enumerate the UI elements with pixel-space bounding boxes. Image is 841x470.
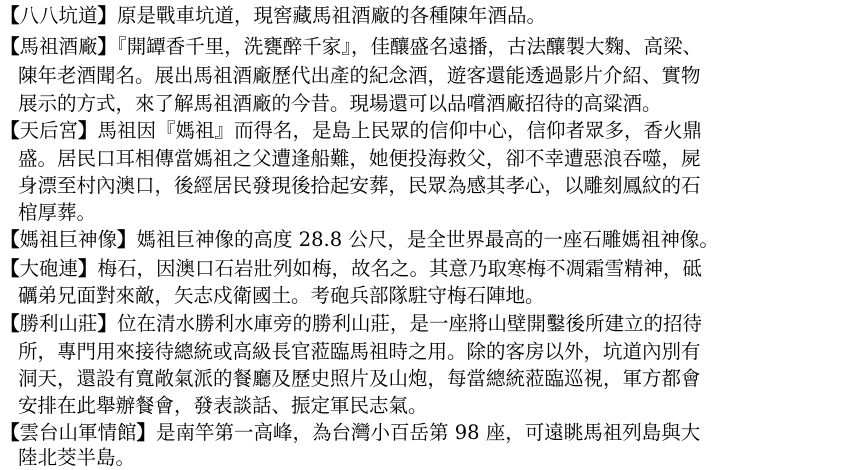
entry-tag: 馬祖酒廠 <box>19 35 98 58</box>
entry-heading-line <box>0 119 702 143</box>
entry-text: 位在清水勝利水庫旁的勝利山莊，是一座將山壁開鑿後所建立的招待 <box>117 312 703 335</box>
bracket-close: 】 <box>97 35 118 58</box>
entry-continuation-line: 棺厚葬。 <box>18 201 97 224</box>
entry-continuation-line: 安排在此舉辦餐會，發表談話、振定軍民志氣。 <box>18 394 428 417</box>
entry-text: 馬祖因『媽祖』而得名，是島上民眾的信仰中心，信仰者眾多，香火鼎 <box>97 119 703 142</box>
entry-continuation-line: 洞天，還設有寬敞氣派的餐廳及歷史照片及山炮，每當總統蒞臨巡視，軍方都會 <box>18 367 701 390</box>
entry-text: 是南竿第一高峰，為台灣小百岳第 98 座，可遠眺馬祖列島與大 <box>156 421 701 444</box>
entry-heading-line <box>0 312 702 336</box>
entry-continuation-line: 展示的方式，來了解馬祖酒廠的今昔。現場還可以品嚐酒廠招待的高粱酒。 <box>18 92 662 115</box>
bracket-close: 】 <box>97 4 118 27</box>
bracket-close: 】 <box>78 257 98 280</box>
entry-heading-line <box>0 35 702 59</box>
bracket-open: 【 <box>0 312 20 335</box>
entry-continuation-line: 盛。居民口耳相傳當媽祖之父遭逢船難，她便投海救父，卻不幸遭惡浪吞噬，屍 <box>18 147 701 170</box>
entry-heading-line <box>0 4 546 28</box>
entry-text: 媽祖巨神像的高度 28.8 公尺，是全世界最高的一座石雕媽祖神像。 <box>136 228 719 251</box>
entry-continuation-line: 陳年老酒聞名。展出馬祖酒廠歷代出產的紀念酒，遊客還能透過影片介紹、實物 <box>18 64 701 87</box>
entry-continuation-line: 陸北茭半島。 <box>18 446 136 469</box>
bracket-open: 【 <box>0 119 20 142</box>
bracket-close: 】 <box>78 119 98 142</box>
entry-continuation-line: 礪弟兄面對來敵，矢志戍衛國土。考砲兵部隊駐守梅石陣地。 <box>18 284 545 307</box>
entry-tag: 天后宮 <box>19 119 79 142</box>
entry-heading-line <box>0 257 702 281</box>
entry-heading-line <box>0 228 719 252</box>
bracket-open: 【 <box>0 35 20 58</box>
entry-tag: 八八坑道 <box>19 4 98 27</box>
entry-text: 『開罈香千里，洗甕醉千家』，佳釀盛名遠播，古法釀製大麴、高梁、 <box>117 35 703 58</box>
entry-tag: 媽祖巨神像 <box>19 228 118 251</box>
bracket-close: 】 <box>97 312 118 335</box>
entry-tag: 勝利山莊 <box>19 312 98 335</box>
entry-continuation-line: 所，專門用來接待總統或高級長官蒞臨馬祖時之用。除的客房以外，坑道內別有 <box>18 340 701 363</box>
bracket-open: 【 <box>0 257 20 280</box>
entry-tag: 雲台山軍情館 <box>19 421 137 444</box>
bracket-open: 【 <box>0 4 20 27</box>
entry-text: 梅石，因澳口石岩壯列如梅，故名之。其意乃取寒梅不凋霜雪精神，砥 <box>97 257 703 280</box>
entry-text: 原是戰車坑道，現窖藏馬祖酒廠的各種陳年酒品。 <box>117 4 547 27</box>
entry-continuation-line: 身漂至村內澳口，後經居民發現後拾起安葬，民眾為感其孝心，以雕刻鳳紋的石 <box>18 174 701 197</box>
bracket-open: 【 <box>0 421 20 444</box>
entry-tag: 大砲連 <box>19 257 79 280</box>
bracket-close: 】 <box>117 228 137 251</box>
bracket-close: 】 <box>136 421 157 444</box>
entry-heading-line <box>0 421 700 445</box>
bracket-open: 【 <box>0 228 20 251</box>
